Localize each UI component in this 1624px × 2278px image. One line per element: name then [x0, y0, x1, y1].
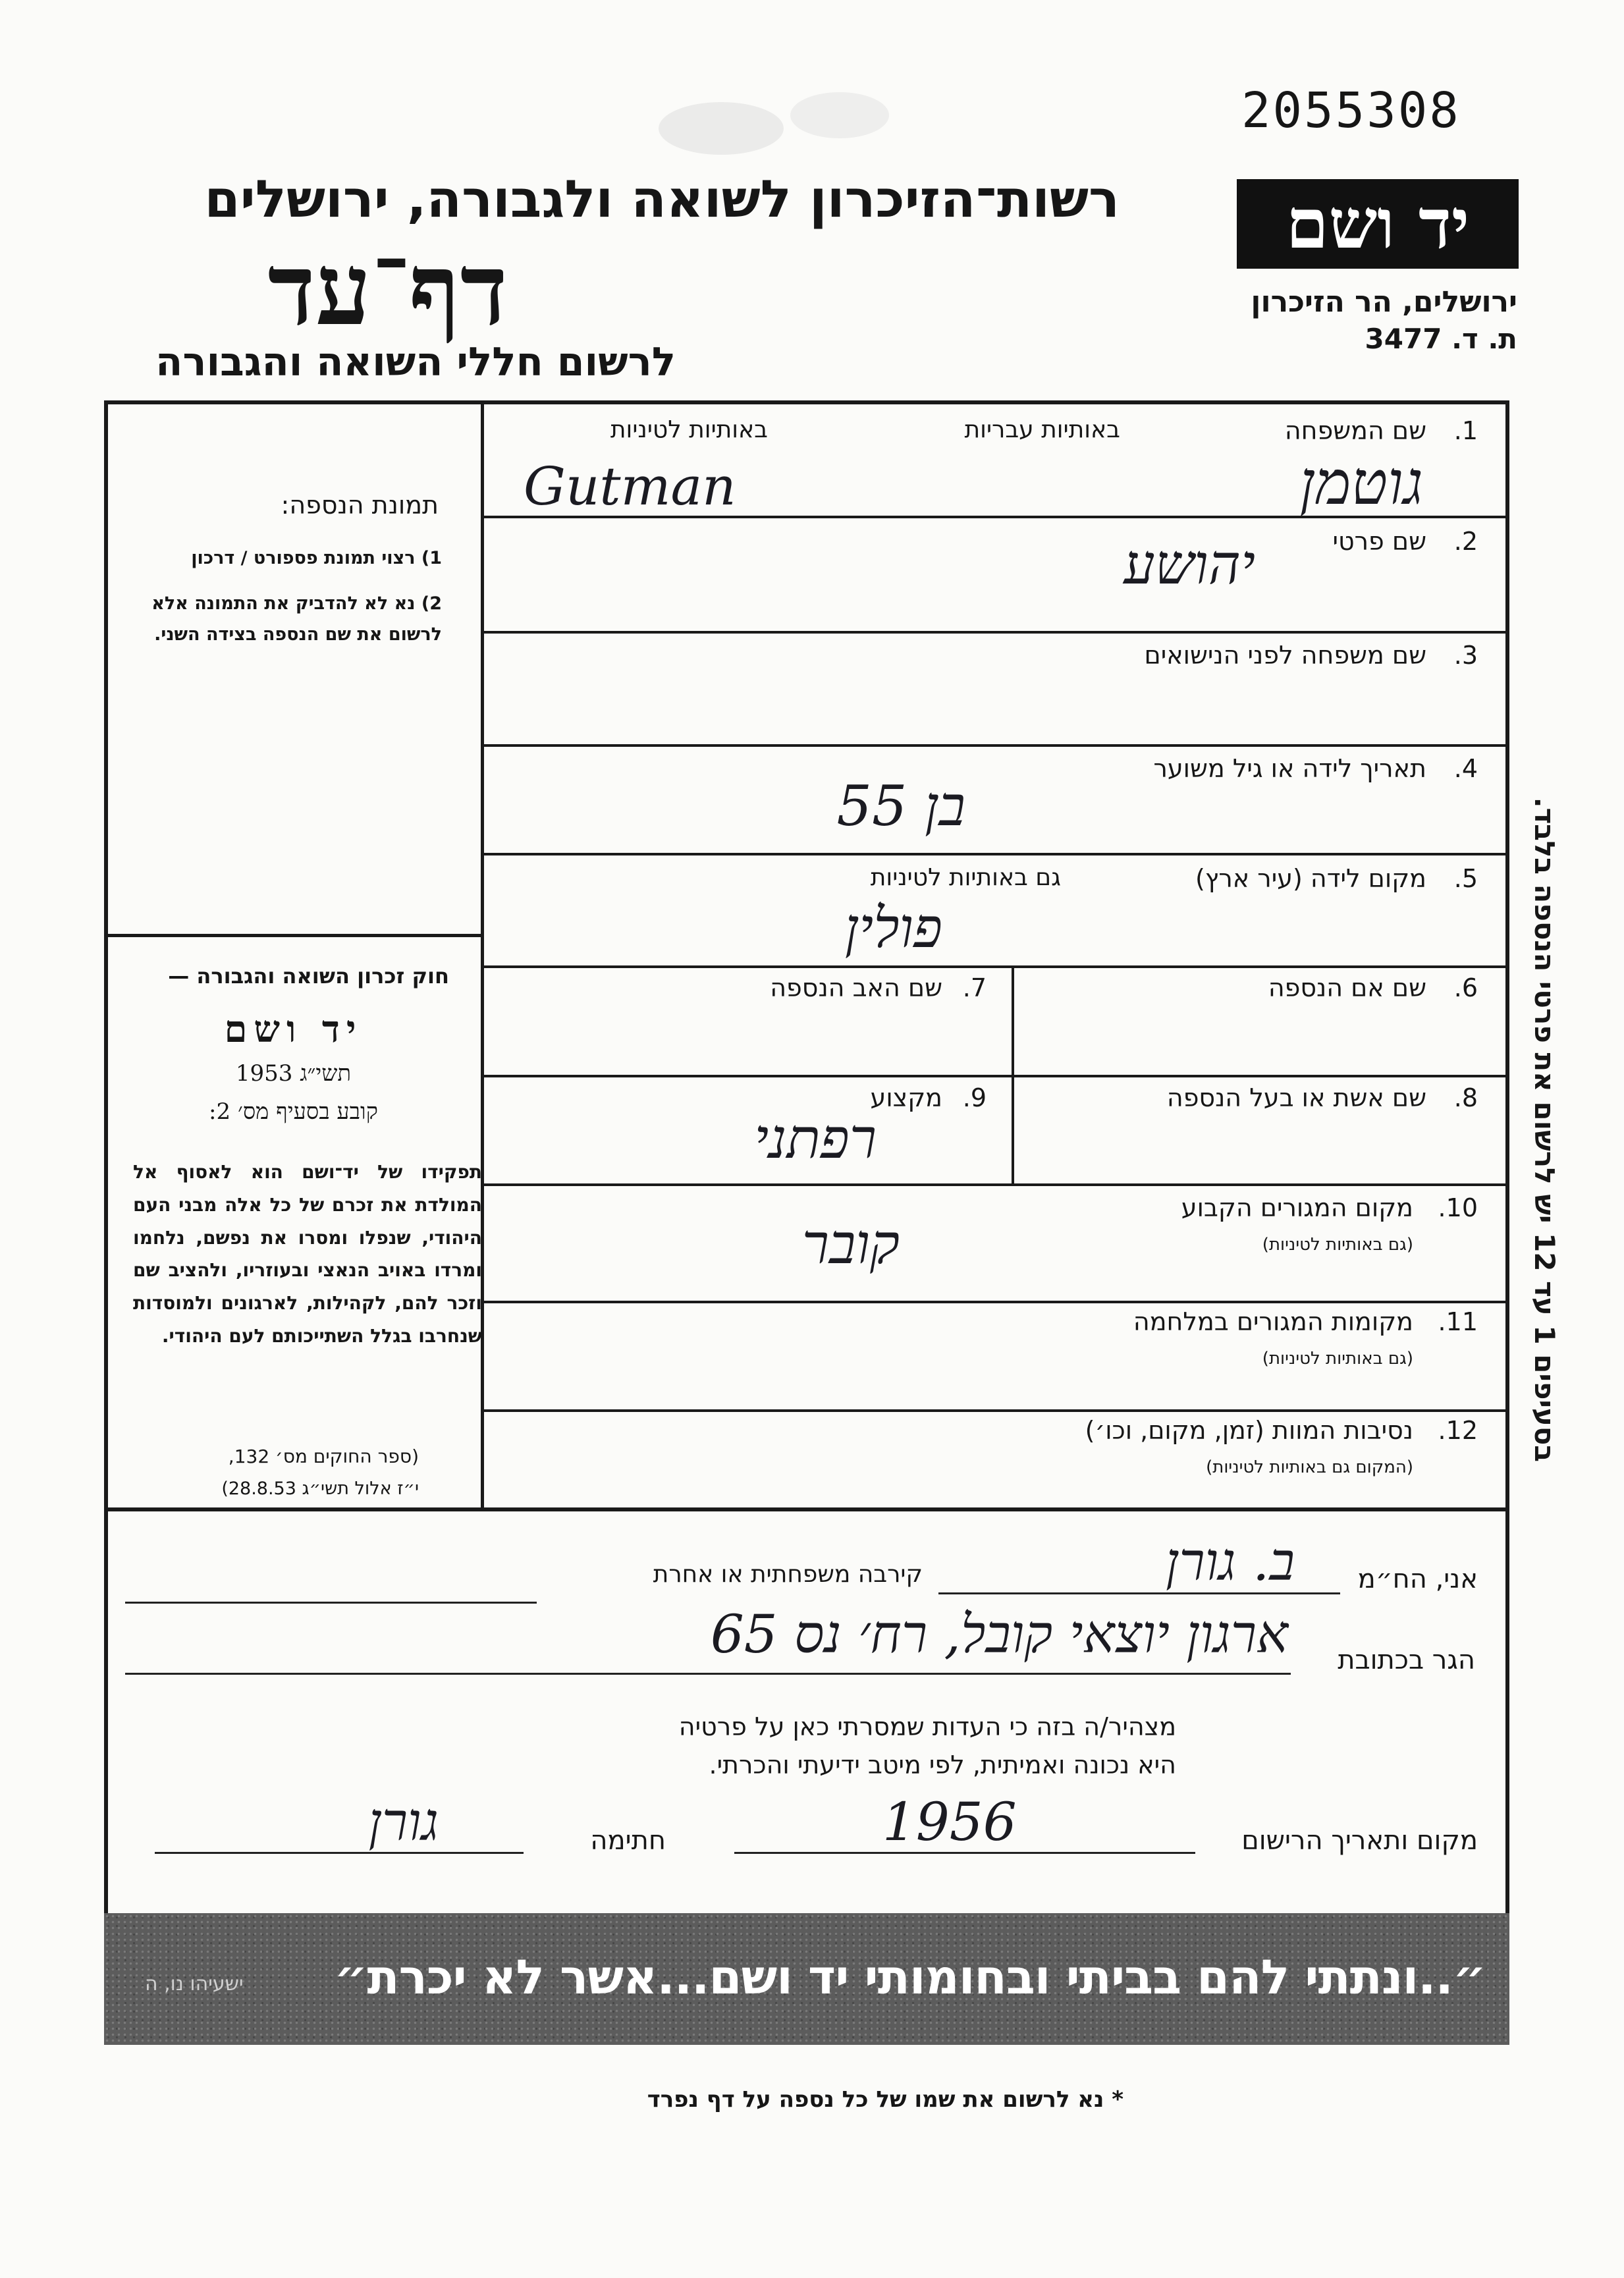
field-10-number: 10.: [1438, 1193, 1478, 1222]
field-2-label: שם פרטי: [1332, 527, 1426, 556]
field-9-label: מקצוע: [870, 1083, 942, 1112]
field-1-value-hebrew[interactable]: גוטמן: [1299, 448, 1423, 518]
field-9-value[interactable]: רפתני: [754, 1106, 877, 1171]
field-12-caption: (המקום גם באותיות לטיניות): [1206, 1457, 1413, 1477]
field-9-number: 9.: [962, 1083, 987, 1112]
banner-quote: ״..ונתתי להם בביתי ובחומותי יד ושם...אשר לא יכרת״: [334, 1949, 1486, 2005]
place-date-value[interactable]: 1956: [882, 1791, 1017, 1853]
field-3-label: שם משפחה לפני הנישואים: [1144, 641, 1426, 670]
signature-line: [155, 1852, 524, 1854]
field-1-number: 1.: [1453, 416, 1478, 445]
declaration-i-label: אני, הח״מ: [1357, 1564, 1478, 1594]
field-10-value[interactable]: קובר: [801, 1212, 900, 1276]
field-4-value[interactable]: בן 55: [836, 774, 965, 838]
field-5-number: 5.: [1453, 864, 1478, 893]
field-1-label: שם המשפחה: [1284, 416, 1426, 445]
statement-line2: היא נכונה ואמיתית, לפי מיטב ידיעתי והכרתי.: [709, 1750, 1176, 1779]
footer-note: * נא לרשום את שמו של כל נספה על דף נפרד: [647, 2086, 1123, 2113]
po-box: ת. ד. 3477: [1365, 323, 1517, 355]
field-11-label: מקומות המגורים במלחמה: [1133, 1307, 1413, 1336]
yad-vashem-logo: [1237, 179, 1519, 269]
place-date-label: מקום ותאריך הרישום: [1241, 1826, 1478, 1856]
field-12-label: נסיבות המוות (זמן, מקום, וכו׳): [1085, 1416, 1413, 1445]
field-5-value[interactable]: פולין: [844, 896, 942, 960]
field-1-latin-caption: באותיות לטיניות: [610, 416, 768, 443]
relation-line: [125, 1602, 537, 1604]
field-4-number: 4.: [1453, 754, 1478, 783]
field-2-value[interactable]: יהושע: [1123, 532, 1255, 597]
field-5-label: מקום לידה (עיר ארץ): [1195, 864, 1426, 893]
field-11-caption: (גם באותיות לטיניות): [1262, 1349, 1413, 1369]
address-line-rule: [125, 1673, 1291, 1675]
photo-box-title: תמונת הנספה:: [281, 491, 439, 520]
law-body: תפקידו של יד־ושם הוא לאסוף אל המולדת את זכרם של כל אלה מבני העם היהודי, שנפלו ומסרו את נפשם, נלחמו ומרדו באויב הנאצי ובעוזריו, ולהציב שם וזכר להם, לקהילות, לארגונים ולמוסדות שנחרבו בגלל השתייכותם לעם היהודי.: [133, 1161, 482, 1347]
row-separator: [481, 853, 1509, 855]
field-8-label: שם אשת או בעל הנספה: [1166, 1083, 1426, 1112]
row-separator: [481, 744, 1509, 747]
field-11-number: 11.: [1438, 1307, 1478, 1336]
field-8-number: 8.: [1453, 1083, 1478, 1112]
banner-citation: ישעיהו נו, ה: [145, 1972, 244, 1995]
photo-box-item1: 1) רצוי תמונת פספורט / דרכון: [191, 548, 442, 568]
field-4-label: תאריך לידה או גיל משוער: [1153, 754, 1426, 783]
row-split: [1012, 965, 1014, 1075]
field-6-label: שם אם הנספה: [1268, 973, 1426, 1002]
law-clause: קובע בסעיף מס׳ 2:: [209, 1098, 378, 1125]
record-number: 2055308: [1241, 82, 1461, 139]
signer-name-value[interactable]: ב. גורן: [1166, 1531, 1295, 1592]
form-title: דף־עד: [267, 232, 508, 348]
row-separator: [481, 965, 1509, 968]
law-source-date: י״ז אלול תשי״ג 28.8.53): [221, 1478, 419, 1499]
field-3-number: 3.: [1453, 641, 1478, 670]
row-separator: [481, 1183, 1509, 1186]
stamp-smudge: [790, 92, 889, 138]
relation-label: קירבה משפחתית או אחרת: [653, 1561, 923, 1588]
law-year: תשי״ג 1953: [235, 1060, 352, 1087]
field-12-number: 12.: [1438, 1416, 1478, 1445]
field-7-label: שם האב הנספה: [770, 973, 942, 1002]
row-separator: [481, 631, 1509, 634]
statement-line1: מצהיר/ה בזה כי העדות שמסרתי כאן על פרטיה: [678, 1712, 1176, 1741]
row-separator: [481, 1075, 1509, 1077]
signature-label: חתימה: [590, 1826, 666, 1856]
law-title: חוק זכרון השואה והגבורה —: [168, 963, 449, 989]
stamp-smudge: [659, 102, 784, 155]
institution-line: רשות־הזיכרון לשואה ולגבורה, ירושלים: [204, 170, 1120, 229]
field-2-number: 2.: [1453, 527, 1478, 556]
photo-box-item2: 2) נא לא להדביק את התמונה אלא לרשום את שם הנספה בצידה השני.: [151, 593, 442, 645]
law-name: יד ושם: [224, 1008, 363, 1051]
field-6-number: 6.: [1453, 973, 1478, 1002]
row-separator: [481, 1301, 1509, 1303]
signature-value[interactable]: גורן: [368, 1791, 439, 1853]
side-note: בסעיפים 1 עד 12 יש לרשום את פרטי הנספה בלבד.: [1529, 797, 1561, 1462]
field-7-number: 7.: [962, 973, 987, 1002]
left-panel-divider: [104, 934, 483, 937]
field-10-label: מקום המגורים הקבוע: [1181, 1193, 1413, 1222]
law-source: (ספר החוקים מס׳ 132,: [228, 1446, 419, 1467]
field-10-caption: (גם באותיות לטיניות): [1262, 1235, 1413, 1255]
field-1-value-latin[interactable]: Gutman: [524, 456, 736, 517]
address-label: הגר בכתובת: [1338, 1645, 1475, 1675]
field-1-hebrew-caption: באותיות עבריות: [964, 416, 1120, 443]
form-subtitle: לרשום חללי השואה והגבורה: [155, 339, 676, 385]
logo-text: יד ושם: [1286, 183, 1470, 264]
address-line: ירושלים, הר הזיכרון: [1251, 285, 1517, 319]
address-value[interactable]: ארגון יוצאי קובל, רח׳ נס 65: [710, 1604, 1288, 1665]
row-separator: [481, 1409, 1509, 1412]
row-split: [1012, 1075, 1014, 1183]
field-5-latin-caption: גם באותיות לטיניות: [870, 864, 1061, 891]
